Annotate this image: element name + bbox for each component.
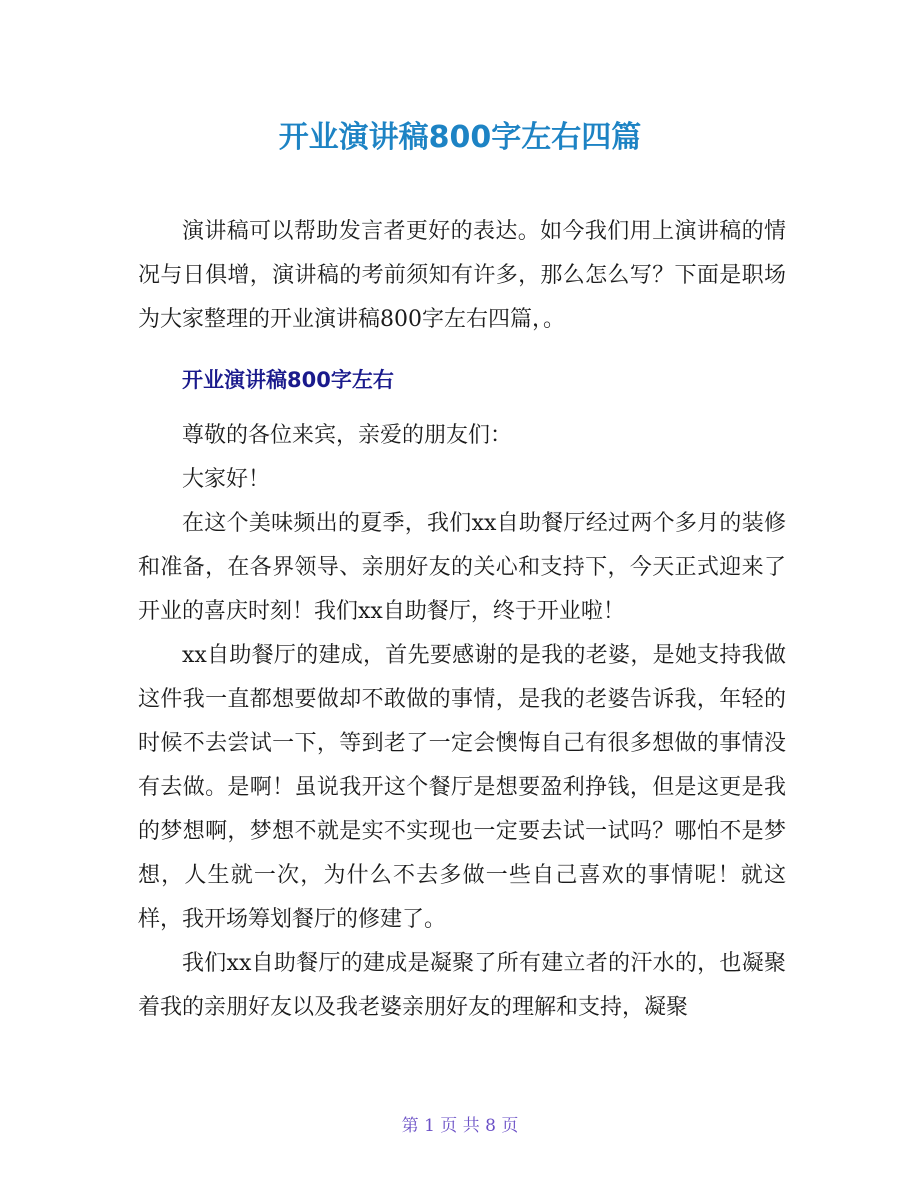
speech-paragraph: 大家好！ bbox=[182, 467, 271, 492]
page-number-footer: 第 1 页 共 8 页 bbox=[401, 1116, 519, 1136]
speech-paragraph: 尊敬的各位来宾，亲爱的朋友们： bbox=[182, 423, 513, 448]
speech-paragraph: 在这个美味频出的夏季，我们xx自助餐厅经过两个多月的装修和准备，在各界领导、亲朋好友的关心和支持下，今天正式迎来了开业的喜庆时刻！我们xx自助餐厅，终于开业啦！ bbox=[138, 511, 786, 624]
document-title: 开业演讲稿800字左右四篇 bbox=[278, 120, 642, 155]
speech-body bbox=[138, 414, 786, 1030]
section-heading: 开业演讲稿800字左右 bbox=[182, 368, 394, 392]
intro-paragraph: 演讲稿可以帮助发言者更好的表达。如今我们用上演讲稿的情况与日俱增，演讲稿的考前须知有许多，那么怎么写？下面是职场为大家整理的开业演讲稿800字左右四篇，。 bbox=[138, 219, 786, 332]
intro-block bbox=[138, 210, 786, 342]
speech-paragraph: 我们xx自助餐厅的建成是凝聚了所有建立者的汗水的，也凝聚着我的亲朋好友以及我老婆亲朋好友的理解和支持，凝聚 bbox=[138, 951, 786, 1020]
speech-paragraph: xx自助餐厅的建成，首先要感谢的是我的老婆，是她支持我做这件我一直都想要做却不敢做的事情，是我的老婆告诉我，年轻的时候不去尝试一下，等到老了一定会懊悔自己有很多想做的事情没有去做。是啊！虽说我开这个餐厅是想要盈利挣钱，但是这更是我的梦想啊，梦想不就是实不实现也一定要去试一试吗？哪怕不是梦想，人生就一次，为什么不去多做一些自己喜欢的事情呢！就这样，我开场筹划餐厅的修建了。 bbox=[138, 643, 786, 932]
